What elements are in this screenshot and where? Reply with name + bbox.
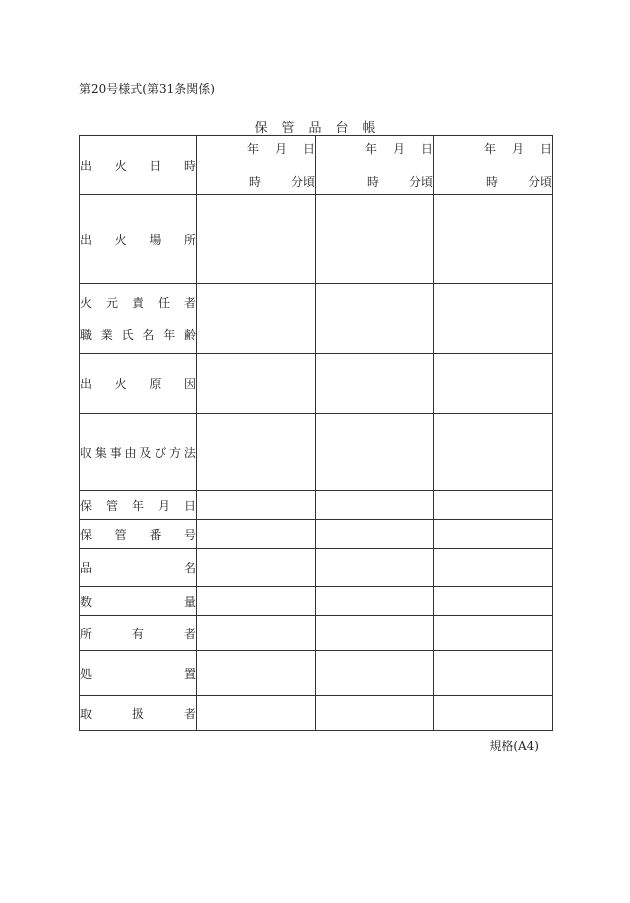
datetime-cell-3[interactable]: 年 月 日 時 分頃 <box>434 136 553 195</box>
label-char: 管 <box>114 527 127 542</box>
label-fire-datetime <box>80 136 197 195</box>
label-char: 因 <box>183 377 196 391</box>
entry-cell[interactable] <box>316 696 434 731</box>
label-char: 管 <box>105 498 118 513</box>
label-char: 収 <box>80 445 93 460</box>
label-char: 火 <box>80 296 93 310</box>
label-char: 品 <box>80 561 93 575</box>
label-char: 日 <box>183 498 196 513</box>
entry-cell[interactable] <box>316 414 434 491</box>
entry-cell[interactable] <box>316 616 434 651</box>
label-text <box>80 625 196 642</box>
label-text <box>80 294 196 311</box>
row-storage-date <box>80 491 553 520</box>
label-char: 場 <box>149 232 162 247</box>
label-char: 者 <box>183 296 196 310</box>
label-collection-reason <box>80 414 197 491</box>
entry-cell[interactable] <box>197 696 316 731</box>
label-char: 火 <box>114 232 127 247</box>
label-char: 原 <box>149 377 162 391</box>
entry-cell[interactable] <box>434 414 553 491</box>
datetime-cell-1[interactable]: 年 月 日 時 分頃 <box>197 136 316 195</box>
label-char: 処 <box>80 666 93 681</box>
entry-cell[interactable] <box>434 587 553 616</box>
entry-cell[interactable] <box>316 195 434 284</box>
entry-cell[interactable] <box>434 651 553 696</box>
label-char: 名 <box>142 328 155 342</box>
label-text <box>80 526 196 543</box>
entry-cell[interactable] <box>434 354 553 414</box>
label-char: 任 <box>157 296 170 310</box>
label-char: 者 <box>183 706 196 721</box>
entry-cell[interactable] <box>197 195 316 284</box>
entry-cell[interactable] <box>197 616 316 651</box>
label-char: 時 <box>183 158 196 173</box>
row-collection-reason <box>80 414 553 491</box>
label-disposal <box>80 651 197 696</box>
entry-cell[interactable] <box>434 284 553 354</box>
row-disposal <box>80 651 553 696</box>
row-responsible-person <box>80 284 553 354</box>
entry-cell[interactable] <box>197 549 316 587</box>
label-char: 元 <box>105 296 118 310</box>
entry-cell[interactable] <box>434 520 553 549</box>
label-char: 火 <box>114 158 127 173</box>
size-note: 規格(A4) <box>489 739 539 753</box>
row-quantity <box>80 587 553 616</box>
label-char: 月 <box>157 498 170 513</box>
label-text <box>80 326 196 343</box>
entry-cell[interactable] <box>434 616 553 651</box>
entry-cell[interactable] <box>316 587 434 616</box>
label-char: 事 <box>109 445 122 460</box>
label-storage-date <box>80 491 197 520</box>
form-number: 第20号様式(第31条関係) <box>79 82 215 96</box>
label-char: 名 <box>183 561 196 575</box>
label-char: 置 <box>183 666 196 681</box>
label-char: び <box>154 445 167 460</box>
label-char: 保 <box>80 527 93 542</box>
label-char: 出 <box>80 158 93 173</box>
entry-cell[interactable] <box>197 520 316 549</box>
label-storage-number <box>80 520 197 549</box>
label-char: 火 <box>114 377 127 391</box>
label-char: 及 <box>139 445 152 460</box>
label-char: 方 <box>169 445 182 460</box>
label-char: 所 <box>183 232 196 247</box>
entry-cell[interactable] <box>316 520 434 549</box>
label-quantity <box>80 587 197 616</box>
row-storage-number <box>80 520 553 549</box>
label-char: 業 <box>100 328 113 342</box>
label-text <box>80 375 196 392</box>
label-item-name <box>80 549 197 587</box>
label-char: 出 <box>80 377 93 391</box>
entry-cell[interactable] <box>197 284 316 354</box>
entry-cell[interactable] <box>197 354 316 414</box>
entry-cell[interactable] <box>197 491 316 520</box>
label-text <box>80 705 196 722</box>
label-text <box>80 231 196 248</box>
label-text <box>80 593 196 610</box>
label-text <box>80 444 196 461</box>
entry-cell[interactable] <box>434 491 553 520</box>
entry-cell[interactable] <box>434 195 553 284</box>
entry-cell[interactable] <box>197 414 316 491</box>
label-char: 量 <box>183 594 196 609</box>
label-char: 番 <box>149 527 162 542</box>
ledger-title: 保管品台帳 <box>254 121 390 136</box>
label-char: 扱 <box>131 706 144 721</box>
label-char: 日 <box>149 158 162 173</box>
label-responsible-person <box>80 284 197 354</box>
row-handler <box>80 696 553 731</box>
label-handler <box>80 696 197 731</box>
datetime-cell-2[interactable]: 年 月 日 時 分頃 <box>316 136 434 195</box>
label-char: 号 <box>183 527 196 542</box>
row-owner <box>80 616 553 651</box>
label-char: 保 <box>80 498 93 513</box>
label-text <box>80 559 196 576</box>
label-char: 出 <box>80 232 93 247</box>
label-char: 数 <box>80 594 93 609</box>
label-char: 氏 <box>121 328 134 342</box>
entry-cell[interactable] <box>197 651 316 696</box>
label-fire-location <box>80 195 197 284</box>
entry-cell[interactable] <box>197 587 316 616</box>
label-char: 所 <box>80 626 93 641</box>
entry-cell[interactable] <box>316 284 434 354</box>
label-text <box>80 497 196 514</box>
label-text <box>80 665 196 682</box>
entry-cell[interactable] <box>434 696 553 731</box>
row-fire-location <box>80 195 553 284</box>
label-char: 年 <box>163 328 176 342</box>
row-fire-cause <box>80 354 553 414</box>
label-char: 齢 <box>183 328 196 342</box>
label-fire-cause <box>80 354 197 414</box>
entry-cell[interactable] <box>316 491 434 520</box>
entry-cell[interactable] <box>434 549 553 587</box>
entry-cell[interactable] <box>316 354 434 414</box>
entry-cell[interactable] <box>316 549 434 587</box>
row-item-name <box>80 549 553 587</box>
entry-cell[interactable] <box>316 651 434 696</box>
label-char: 由 <box>124 445 137 460</box>
label-char: 法 <box>183 445 196 460</box>
label-char: 職 <box>80 328 93 342</box>
label-text <box>80 157 196 174</box>
label-char: 集 <box>94 445 107 460</box>
label-char: 責 <box>131 296 144 310</box>
label-char: 有 <box>131 626 144 641</box>
row-fire-datetime <box>80 136 553 195</box>
label-owner <box>80 616 197 651</box>
label-char: 者 <box>183 626 196 641</box>
label-char: 年 <box>131 498 144 513</box>
ledger-table <box>79 135 553 731</box>
label-char: 取 <box>80 706 93 721</box>
